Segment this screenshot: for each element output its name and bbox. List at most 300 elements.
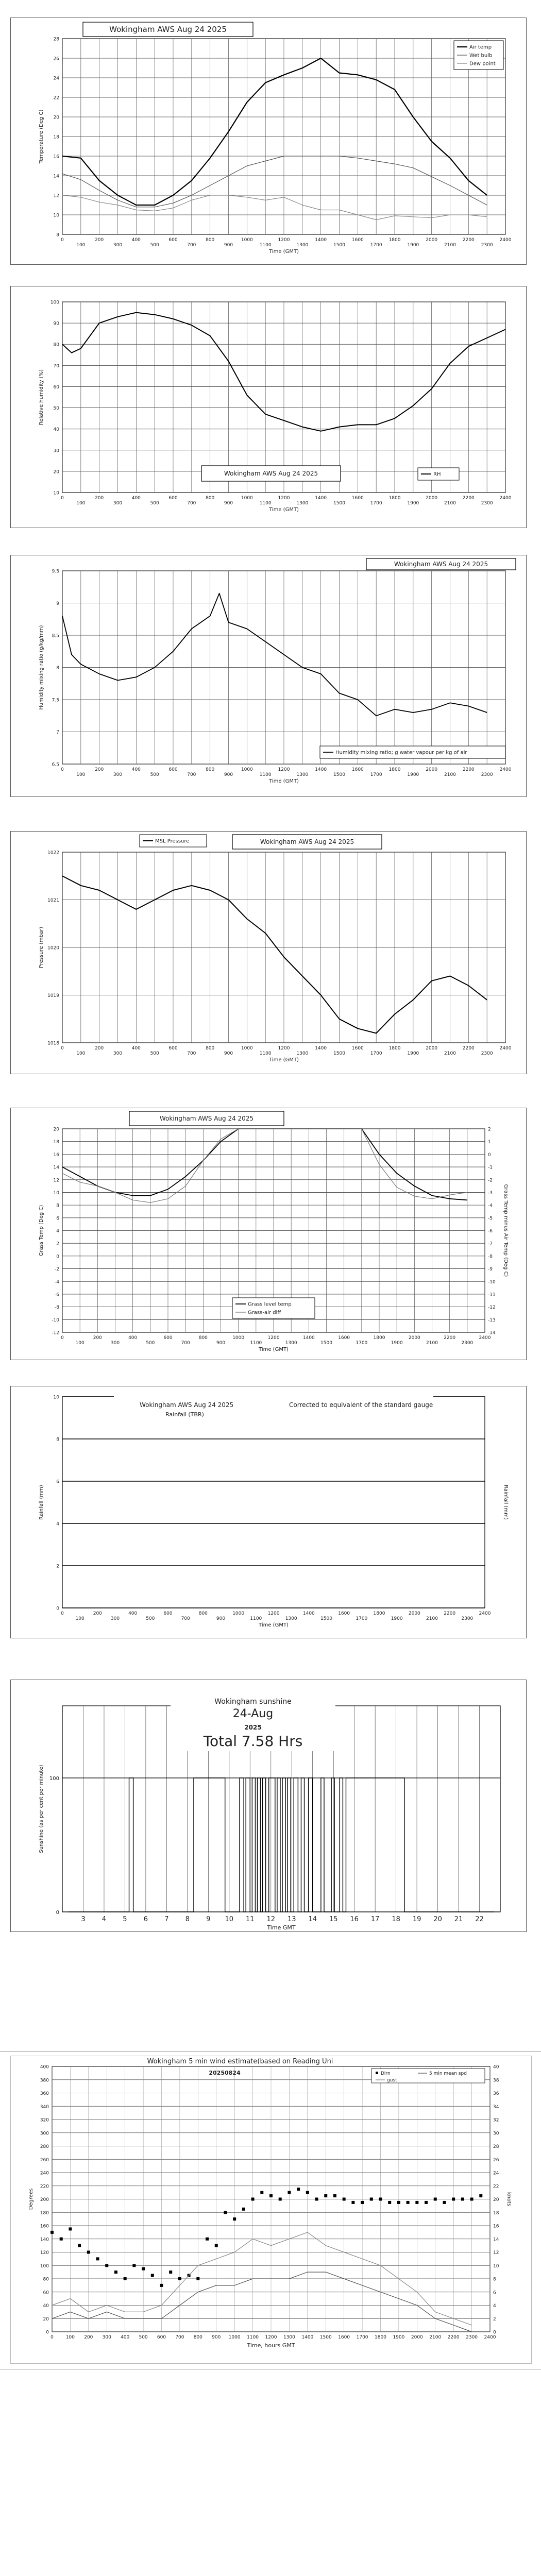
x-tick-label: 1300 [285,1341,297,1346]
legend-label: 5 min mean spd [429,2071,467,2076]
legend-label: MSL Pressure [155,838,190,844]
x-tick-label: 1900 [391,1341,403,1346]
x-tick-label: 2000 [408,1335,420,1341]
x-tick-label: 1400 [301,2335,314,2340]
x-tick-label: 2100 [426,1341,438,1346]
x-tick-label: 2100 [426,1616,438,1621]
y-tick-label: 8.5 [52,633,59,639]
y-right-tick-label: -4 [488,1203,493,1209]
x-tick-label: 1100 [259,772,272,777]
y-tick-label: 20 [53,469,59,475]
mixing-ratio-chart-panel [10,555,527,797]
x-tick-label: 9 [206,1916,211,1923]
y-tick-label: 40 [43,2303,49,2309]
legend-label: Dew point [469,61,496,67]
x-tick-label: 1900 [407,1051,419,1056]
sunshine-chart-panel [10,1680,527,1932]
y-tick-label: 8 [56,1203,59,1209]
x-tick-label: 2400 [499,767,512,772]
x-tick-label: 100 [65,2335,75,2340]
y-right-tick-label: 10 [493,2263,499,2269]
y-tick-label: 380 [40,2078,49,2083]
y-tick-label: 2 [56,1241,59,1247]
y-tick-label: 12 [53,1178,59,1183]
x-tick-label: 400 [128,1335,138,1341]
chart-subtitle: Rainfall (TBR) [165,1411,204,1418]
x-tick-label: 700 [187,243,196,248]
x-tick-label: 900 [224,243,233,248]
x-tick-label: 1200 [278,238,290,243]
y-tick-label: 140 [40,2237,49,2243]
wind-chart [11,2056,531,2363]
x-tick-label: 17 [370,1916,380,1923]
mixing-ratio-chart [11,555,526,796]
direction-point [415,2201,418,2204]
x-tick-label: 22 [475,1916,484,1923]
x-tick-label: 800 [198,1611,208,1616]
x-tick-label: 2000 [426,1046,438,1051]
y-tick-label: 30 [53,448,59,454]
y-tick-label: 10 [53,490,59,496]
chart-date: 24-Aug [232,1707,274,1720]
y-right-tick-label: -2 [488,1178,493,1183]
x-tick-label: 600 [168,238,178,243]
y-right-tick-label: 38 [493,2078,499,2083]
pressure-chart-panel [10,831,527,1074]
chart-year: 2025 [244,1724,262,1731]
direction-point [215,2244,218,2247]
x-tick-label: 1300 [296,243,309,248]
direction-point [114,2270,117,2274]
y-right-tick-label: -10 [488,1279,496,1285]
x-tick-label: 2400 [499,1046,512,1051]
y-tick-label: 40 [53,427,59,433]
humidity-chart-panel [10,286,527,528]
y-tick-label: 100 [40,2263,49,2269]
y-right-tick-label: 6 [493,2290,496,2296]
x-tick-label: 1300 [285,1616,297,1621]
temperature-chart [11,18,526,264]
direction-point [333,2194,336,2197]
x-axis-label: Time (GMT) [259,1347,289,1352]
x-tick-label: 1400 [302,1335,315,1341]
y-tick-label: 16 [53,1152,59,1158]
x-tick-label: 1100 [247,2335,259,2340]
y-tick-label: 1018 [47,1041,59,1046]
x-tick-label: 800 [206,496,215,501]
y-right-tick-label: 22 [493,2184,499,2190]
x-tick-label: 700 [175,2335,184,2340]
y-right-tick-label: -13 [488,1317,496,1323]
direction-point [443,2201,446,2204]
y-tick-label: 18 [53,1140,59,1145]
x-tick-label: 600 [163,1611,173,1616]
y-tick-label: 8 [56,232,59,238]
x-tick-label: 500 [150,243,159,248]
y-tick-label: 220 [40,2184,49,2190]
y-axis-label: Humidity mixing ratio (g/kg/mm) [39,625,44,710]
x-tick-label: 1700 [356,2335,368,2340]
x-tick-label: 12 [266,1916,276,1923]
direction-point [196,2277,199,2280]
y-right-tick-label: -11 [488,1292,496,1298]
x-tick-label: 8 [185,1916,190,1923]
y-tick-label: 7 [56,730,59,735]
x-tick-label: 1600 [351,1046,364,1051]
x-tick-label: 1900 [393,2335,405,2340]
x-tick-label: 0 [61,238,64,243]
x-tick-label: 1800 [388,238,401,243]
y-tick-label: 160 [40,2224,49,2229]
x-tick-label: 600 [168,1046,178,1051]
y-tick-label: 300 [40,2131,49,2137]
chart-total: Total 7.58 Hrs [203,1733,303,1750]
legend-label: Grass-air diff [248,1310,281,1316]
x-tick-label: 2300 [481,1051,493,1056]
x-tick-label: 2200 [462,1046,475,1051]
x-tick-label: 100 [75,1616,84,1621]
y-right-tick-label: 12 [493,2250,499,2256]
x-tick-label: 700 [181,1616,190,1621]
y-tick-label: 80 [43,2277,49,2282]
x-tick-label: 1300 [296,501,309,506]
y-tick-label: -8 [55,1305,59,1311]
x-tick-label: 1200 [278,767,290,772]
y-tick-label: 16 [53,154,59,160]
x-tick-label: 1300 [296,1051,309,1056]
x-tick-label: 21 [454,1916,463,1923]
plot-area [62,1397,485,1608]
temperature-chart-panel [10,18,527,265]
y-tick-label: 6 [56,1216,59,1222]
x-tick-label: 2000 [426,496,438,501]
chart-title: Wokingham 5 min wind estimate(based on Reading Uni [147,2058,333,2065]
x-tick-label: 1200 [278,1046,290,1051]
y-right-tick-label: 8 [493,2277,496,2282]
direction-point [233,2217,236,2221]
y-tick-label: 60 [43,2290,49,2296]
direction-point [142,2267,145,2270]
y-axis-label: Pressure (mbar) [39,926,44,969]
direction-point [260,2191,263,2194]
y-right-tick-label: 30 [493,2131,499,2137]
x-tick-label: 1800 [388,767,401,772]
legend-label: gust [387,2078,397,2083]
chart-note: Corrected to equivalent of the standard gauge [289,1401,433,1409]
x-tick-label: 1900 [407,243,419,248]
y-right-tick-label: 28 [493,2144,499,2149]
direction-point [69,2227,72,2230]
grass-temp-chart-panel [10,1108,527,1360]
direction-point [242,2208,245,2211]
x-tick-label: 200 [95,238,104,243]
x-tick-label: 1800 [388,1046,401,1051]
direction-point [160,2284,163,2287]
x-tick-label: 2400 [479,1611,491,1616]
y-tick-label: 100 [50,300,59,306]
x-tick-label: 15 [329,1916,338,1923]
x-tick-label: 11 [246,1916,255,1923]
x-tick-label: 0 [61,496,64,501]
x-tick-label: 400 [131,767,141,772]
y-right-tick-label: 0 [488,1152,491,1158]
x-tick-label: 100 [76,243,86,248]
direction-point [60,2238,63,2241]
x-tick-label: 1400 [302,1611,315,1616]
y-tick-label: 90 [53,321,59,327]
chart-title: Wokingham AWS Aug 24 2025 [260,838,354,845]
y-tick-label: 7.5 [52,698,59,703]
y-tick-label: -12 [52,1330,59,1336]
x-axis-label: Time (GMT) [269,1057,299,1063]
x-tick-label: 16 [350,1916,359,1923]
y-right-tick-label: 24 [493,2171,499,2176]
legend-label: Air temp [469,44,492,50]
direction-point [452,2198,455,2201]
x-tick-label: 10 [225,1916,234,1923]
y-axis-label: Relative humidity (%) [39,369,44,426]
y-tick-label: 4 [56,1521,59,1527]
direction-point [434,2198,437,2201]
x-tick-label: 1600 [338,2335,350,2340]
y-right-tick-label: 20 [493,2197,499,2202]
x-tick-label: 2200 [444,1611,456,1616]
x-tick-label: 400 [131,1046,141,1051]
y-right-tick-label: 16 [493,2224,499,2229]
x-tick-label: 2000 [408,1611,420,1616]
y-tick-label: 0 [56,1606,59,1612]
x-tick-label: 1000 [228,2335,241,2340]
x-tick-label: 600 [168,767,178,772]
y-right-tick-label: 34 [493,2104,499,2110]
x-tick-label: 400 [128,1611,138,1616]
x-tick-label: 0 [61,1335,64,1341]
x-tick-label: 1600 [338,1611,350,1616]
x-tick-label: 500 [146,1341,155,1346]
x-tick-label: 200 [95,1046,104,1051]
y-tick-label: 18 [53,134,59,140]
direction-point [470,2198,474,2201]
y-tick-label: 22 [53,95,59,101]
x-tick-label: 1700 [356,1616,368,1621]
x-tick-label: 18 [392,1916,400,1923]
y-right-tick-label: 0 [493,2330,496,2335]
x-tick-label: 14 [308,1916,317,1923]
x-axis-label: Time (GMT) [269,507,299,513]
x-tick-label: 0 [61,767,64,772]
direction-point [279,2198,282,2201]
y-right-tick-label: -9 [488,1267,493,1273]
x-tick-label: 1500 [320,1341,332,1346]
x-tick-label: 2200 [462,496,475,501]
y-tick-label: 14 [53,174,59,179]
x-tick-label: 0 [61,1611,64,1616]
x-tick-label: 100 [76,772,86,777]
x-tick-label: 900 [216,1341,226,1346]
chart-title: Wokingham AWS Aug 24 2025 [394,561,488,568]
x-axis-label: Time GMT [267,1924,296,1931]
x-tick-label: 4 [102,1916,107,1923]
x-tick-label: 100 [75,1341,84,1346]
y-tick-label: 6.5 [52,762,59,768]
x-tick-label: 600 [168,496,178,501]
y-tick-label: -6 [55,1292,59,1298]
x-tick-label: 900 [216,1616,226,1621]
x-tick-label: 300 [110,1616,120,1621]
y-axis-label: Grass Temp (Deg C) [39,1205,44,1257]
y-right-axis-label: knots [506,2192,512,2207]
direction-point [425,2201,428,2204]
x-tick-label: 500 [150,501,159,506]
x-tick-label: 100 [76,501,86,506]
x-tick-label: 1000 [241,496,253,501]
y-axis-label: Sunshine (as per cent per minute) [39,1765,44,1853]
x-tick-label: 1000 [241,238,253,243]
y-tick-label: 320 [40,2117,49,2123]
y-tick-label: 10 [53,1190,59,1196]
humidity-chart [11,286,526,528]
y-tick-label: 10 [53,1395,59,1400]
x-tick-label: 1800 [375,2335,386,2340]
rainfall-chart-panel [10,1386,527,1638]
x-tick-label: 800 [206,238,215,243]
x-tick-label: 2100 [444,1051,456,1056]
y-right-tick-label: 2 [488,1127,491,1132]
x-tick-label: 1100 [250,1616,262,1621]
y-tick-label: -4 [55,1279,59,1285]
x-tick-label: 2300 [466,2335,478,2340]
x-tick-label: 700 [187,501,196,506]
y-tick-label: 14 [53,1165,59,1171]
x-tick-label: 1500 [333,501,345,506]
x-tick-label: 2100 [444,501,456,506]
x-tick-label: 300 [113,243,123,248]
rainfall-title-area [114,1396,433,1421]
x-tick-label: 1200 [267,1335,280,1341]
x-tick-label: 100 [76,1051,86,1056]
x-tick-label: 900 [224,501,233,506]
x-tick-label: 2200 [447,2335,460,2340]
direction-point [361,2201,364,2204]
direction-point [324,2194,327,2197]
direction-point [343,2198,346,2201]
x-tick-label: 400 [131,238,141,243]
x-tick-label: 1500 [333,1051,345,1056]
chart-title: Wokingham AWS Aug 24 2025 [224,470,318,477]
y-axis-label: Rainfall (mm) [39,1485,44,1520]
y-tick-label: 70 [53,363,59,369]
x-tick-label: 1600 [351,496,364,501]
x-tick-label: 3 [81,1916,86,1923]
y-tick-label: 60 [53,384,59,390]
x-tick-label: 2100 [429,2335,442,2340]
x-tick-label: 2100 [444,772,456,777]
x-tick-label: 2100 [444,243,456,248]
x-tick-label: 1800 [373,1611,385,1616]
y-tick-label: 360 [40,2091,49,2096]
y-right-tick-label: 4 [493,2303,496,2309]
x-tick-label: 6 [143,1916,148,1923]
x-tick-label: 2200 [462,238,475,243]
y-axis-label: Degrees [28,2188,34,2210]
y-tick-label: 200 [40,2197,49,2202]
x-axis-label: Time (GMT) [269,778,299,784]
direction-point [132,2264,136,2267]
direction-point [50,2231,54,2234]
direction-point [224,2211,227,2214]
y-tick-label: 6 [56,1479,59,1485]
x-tick-label: 1200 [278,496,290,501]
y-right-tick-label: 18 [493,2210,499,2216]
y-tick-label: 2 [56,1564,59,1569]
legend-label: Dirn [381,2071,391,2076]
x-tick-label: 700 [187,772,196,777]
legend-swatch [376,2072,378,2074]
x-tick-label: 1700 [356,1341,368,1346]
y-tick-label: 20 [53,115,59,121]
legend-label: RH [433,471,441,478]
y-axis-label: Temperature (Deg C) [39,109,44,164]
y-tick-label: 1022 [47,850,59,856]
x-tick-label: 1500 [320,1616,332,1621]
y-tick-label: 20 [53,1127,59,1132]
x-tick-label: 1800 [388,496,401,501]
x-tick-label: 300 [110,1341,120,1346]
direction-point [351,2201,354,2204]
direction-point [269,2194,273,2197]
x-tick-label: 2000 [426,238,438,243]
x-tick-label: 13 [287,1916,296,1923]
x-tick-label: 1700 [370,243,382,248]
sunshine-chart [11,1680,526,1931]
x-tick-label: 400 [121,2335,130,2340]
y-tick-label: 260 [40,2157,49,2163]
x-tick-label: 200 [93,1611,102,1616]
x-tick-label: 2300 [481,772,493,777]
x-tick-label: 500 [150,1051,159,1056]
direction-point [288,2191,291,2194]
y-right-tick-label: -14 [488,1330,496,1336]
y-right-tick-label: -7 [488,1241,493,1247]
x-tick-label: 900 [224,1051,233,1056]
direction-point [479,2194,482,2197]
x-tick-label: 1700 [370,1051,382,1056]
legend-label: Humidity mixing ratio; g water vapour per kg of air [335,750,467,756]
x-tick-label: 700 [187,1051,196,1056]
y-tick-label: 12 [53,193,59,199]
direction-point [87,2251,90,2254]
x-tick-label: 20 [433,1916,442,1923]
wind-chart-panel [10,2056,532,2364]
x-tick-label: 1000 [241,767,253,772]
x-tick-label: 1100 [259,1051,272,1056]
x-tick-label: 1200 [267,1611,280,1616]
y-tick-label: 24 [53,76,59,81]
chart-title: Wokingham AWS Aug 24 2025 [109,25,227,34]
legend-label: Wet bulb [469,53,493,59]
x-tick-label: 1400 [315,238,327,243]
x-tick-label: 400 [131,496,141,501]
y-tick-label: 8 [56,1437,59,1443]
x-tick-label: 1100 [259,243,272,248]
y-tick-label: 28 [53,37,59,42]
x-tick-label: 1000 [232,1335,245,1341]
direction-point [315,2198,318,2201]
y-right-tick-label: -1 [488,1165,493,1171]
direction-point [397,2201,400,2204]
x-tick-label: 2000 [411,2335,423,2340]
x-tick-label: 2200 [462,767,475,772]
